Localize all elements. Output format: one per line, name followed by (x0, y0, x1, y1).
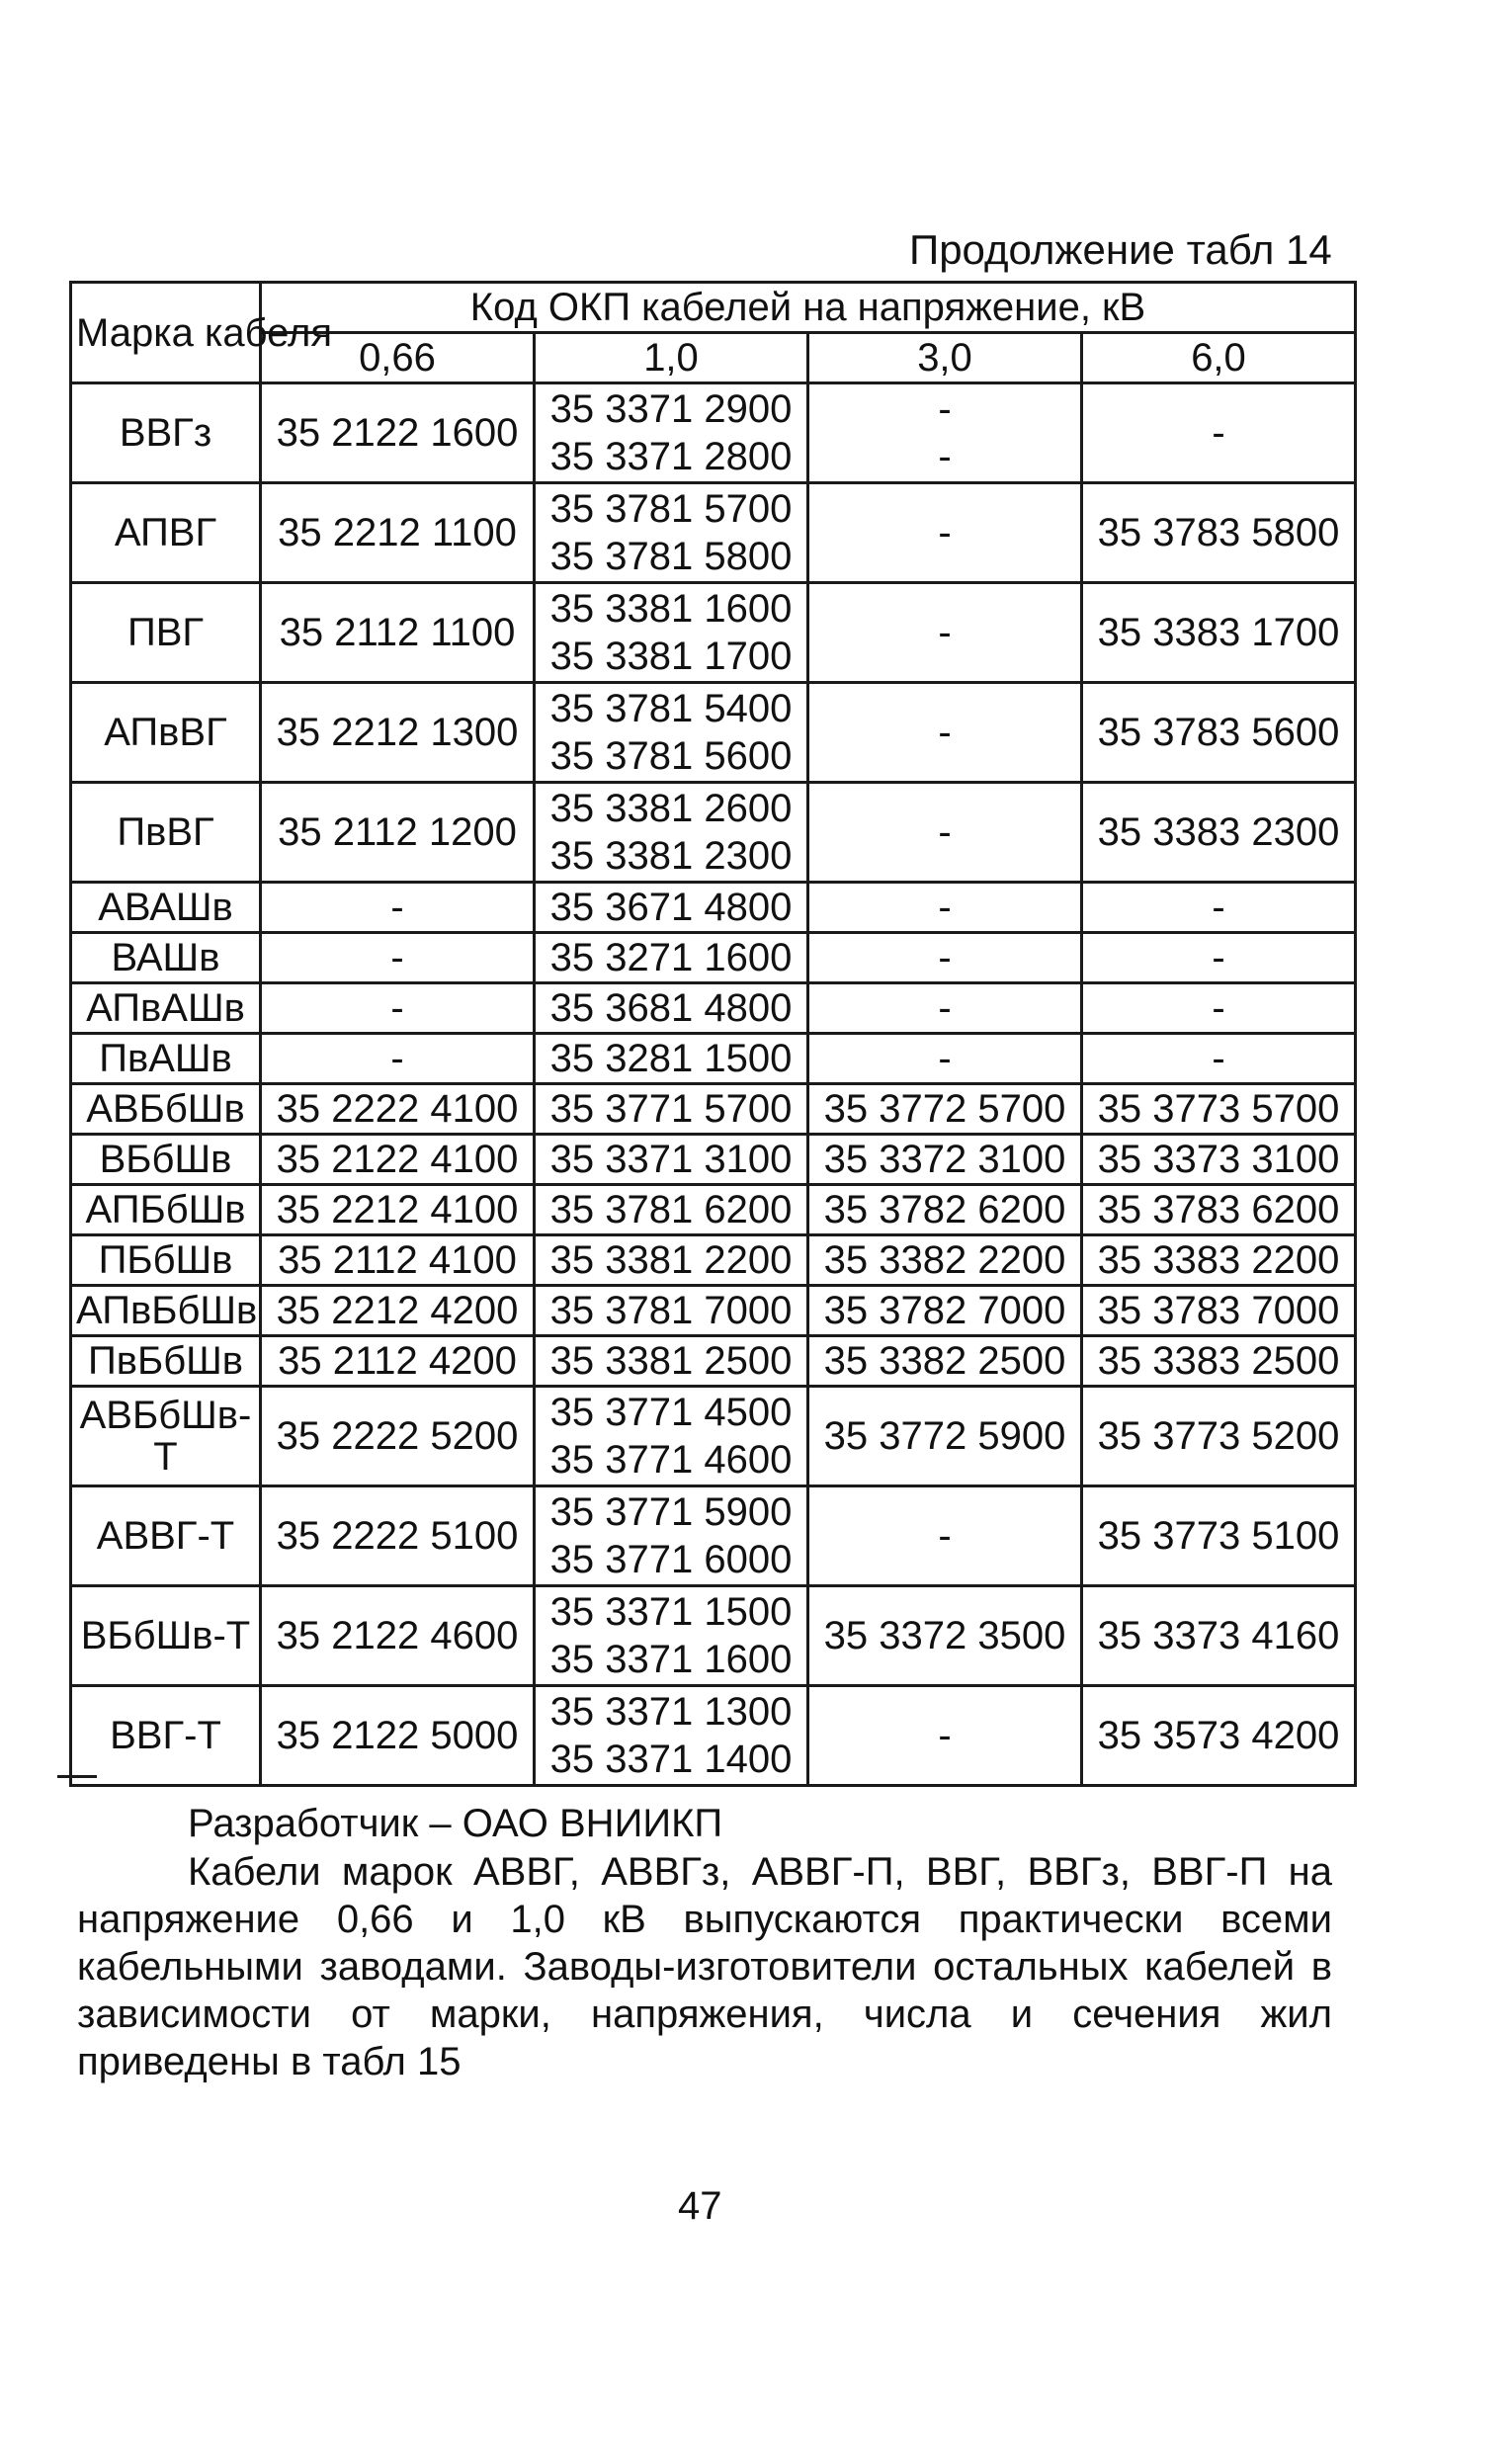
cable-mark-cell: АВБбШв-Т (71, 1387, 261, 1486)
code-cell-30 (808, 783, 1082, 883)
code-cell-10 (535, 483, 808, 583)
code-cell-60: - (1082, 383, 1356, 483)
code-cell-10 (535, 883, 808, 933)
code-line: - (938, 810, 952, 854)
table-caption: Продолжение табл 14 (909, 226, 1332, 273)
code-cell-10 (535, 1286, 808, 1336)
code-line: 35 3382 2200 (823, 1238, 1066, 1282)
table-row (71, 1286, 1356, 1336)
code-cell-60: 35 3383 2500 (1082, 1336, 1356, 1387)
table-body (71, 383, 1356, 1786)
code-cell-30 (808, 1336, 1082, 1387)
code-cell-066: 35 2112 1200 (261, 783, 535, 883)
code-cell-10 (535, 583, 808, 683)
code-line: - (938, 611, 952, 654)
body-paragraph: Кабели марок АВВГ, АВВГз, АВВГ-П, ВВГ, ВВГз, ВВГ-П на напряжение 0,66 и 1,0 кВ выпускаются практически всеми кабельными заводами. Заводы-изготовители остальных кабелей в зависимости от марки, напряжения, числа и сечения жил приведены в табл 15 (77, 1850, 1332, 2083)
code-cell-60: 35 3783 5600 (1082, 683, 1356, 783)
code-cell-60: - (1082, 1034, 1356, 1084)
code-line: 35 3271 1600 (549, 936, 793, 979)
code-line: 35 3371 1400 (549, 1738, 793, 1781)
table-row (71, 1686, 1356, 1786)
voltage-header: 1,0 (535, 333, 808, 383)
code-line: 35 3381 2200 (549, 1238, 793, 1282)
voltage-header: 6,0 (1082, 333, 1356, 383)
page-number: 47 (678, 2184, 722, 2228)
code-cell-10 (535, 683, 808, 783)
table-row (71, 933, 1356, 983)
okp-codes-table (69, 281, 1357, 1787)
code-line: 35 3782 7000 (823, 1289, 1066, 1332)
table-row (71, 483, 1356, 583)
cable-mark-cell: ВБбШв (71, 1135, 261, 1185)
cable-mark-cell: ПвБбШв (71, 1336, 261, 1387)
table-row (71, 1336, 1356, 1387)
code-cell-30 (808, 1486, 1082, 1586)
code-line: 35 3371 1500 (549, 1590, 793, 1634)
code-line: 35 3382 2500 (823, 1339, 1066, 1383)
code-cell-30 (808, 933, 1082, 983)
code-line: 35 3381 1700 (549, 635, 793, 678)
voltage-header: 0,66 (261, 333, 535, 383)
code-line: 35 3781 5800 (549, 535, 793, 578)
table-row (71, 1235, 1356, 1286)
code-cell-066: - (261, 983, 535, 1034)
code-cell-066: 35 2112 4200 (261, 1336, 535, 1387)
code-cell-30 (808, 1185, 1082, 1235)
code-cell-30 (808, 1586, 1082, 1686)
code-line: - (938, 986, 952, 1030)
code-cell-60: 35 3373 3100 (1082, 1135, 1356, 1185)
code-cell-066: 35 2222 5100 (261, 1486, 535, 1586)
code-cell-10 (535, 1486, 808, 1586)
table-row (71, 1486, 1356, 1586)
table-row (71, 683, 1356, 783)
code-line: 35 3781 5600 (549, 734, 793, 778)
code-line: 35 3281 1500 (549, 1037, 793, 1080)
code-line: - (938, 387, 952, 431)
table-header-row (71, 283, 1356, 333)
voltage-header: 3,0 (808, 333, 1082, 383)
code-cell-30 (808, 983, 1082, 1034)
table-row (71, 783, 1356, 883)
code-cell-60: 35 3373 4160 (1082, 1586, 1356, 1686)
code-line: 35 3781 5700 (549, 487, 793, 531)
code-cell-60: 35 3773 5700 (1082, 1084, 1356, 1135)
code-cell-066: 35 2212 1100 (261, 483, 535, 583)
cable-mark-cell: ПвВГ (71, 783, 261, 883)
code-cell-10 (535, 983, 808, 1034)
table-row (71, 1387, 1356, 1486)
cable-mark-cell: АВАШв (71, 883, 261, 933)
code-cell-10 (535, 1686, 808, 1786)
code-line: - (938, 936, 952, 979)
code-cell-30 (808, 383, 1082, 483)
code-line: - (938, 1514, 952, 1558)
code-cell-60: 35 3383 1700 (1082, 583, 1356, 683)
code-cell-066: 35 2212 4200 (261, 1286, 535, 1336)
code-line: 35 3381 2300 (549, 834, 793, 878)
code-cell-60: 35 3573 4200 (1082, 1686, 1356, 1786)
cable-mark-cell: ВВГ-Т (71, 1686, 261, 1786)
cable-mark-cell: АВВГ-Т (71, 1486, 261, 1586)
code-cell-30 (808, 1686, 1082, 1786)
code-cell-10 (535, 1586, 808, 1686)
code-line: 35 3371 2800 (549, 435, 793, 478)
table-row (71, 883, 1356, 933)
code-line: 35 3381 1600 (549, 587, 793, 631)
code-line: 35 3771 5700 (549, 1087, 793, 1131)
code-line: 35 3771 4600 (549, 1438, 793, 1482)
code-cell-60: 35 3383 2300 (1082, 783, 1356, 883)
cable-mark-cell: АВБбШв (71, 1084, 261, 1135)
code-cell-60: 35 3783 5800 (1082, 483, 1356, 583)
code-cell-10 (535, 1185, 808, 1235)
code-cell-30 (808, 1084, 1082, 1135)
cable-mark-cell: ВАШв (71, 933, 261, 983)
code-cell-60: - (1082, 983, 1356, 1034)
code-cell-066: - (261, 933, 535, 983)
code-line: - (938, 711, 952, 754)
code-cell-30 (808, 583, 1082, 683)
code-cell-066: 35 2122 5000 (261, 1686, 535, 1786)
code-line: 35 3381 2500 (549, 1339, 793, 1383)
code-cell-60: 35 3383 2200 (1082, 1235, 1356, 1286)
code-column-header: Код ОКП кабелей на напряжение, кВ (261, 283, 1356, 333)
cable-mark-cell: АПвБбШв (71, 1286, 261, 1336)
code-line: 35 3671 4800 (549, 886, 793, 929)
code-line: - (938, 886, 952, 929)
code-cell-066: - (261, 1034, 535, 1084)
code-cell-30 (808, 483, 1082, 583)
cable-mark-cell: АПБбШв (71, 1185, 261, 1235)
code-cell-066: 35 2122 4100 (261, 1135, 535, 1185)
cable-mark-cell: АПВГ (71, 483, 261, 583)
code-line: 35 3782 6200 (823, 1188, 1066, 1231)
code-cell-10 (535, 1387, 808, 1486)
cable-mark-cell: АПвВГ (71, 683, 261, 783)
cable-mark-cell: ВБбШв-Т (71, 1586, 261, 1686)
code-line: 35 3371 2900 (549, 387, 793, 431)
code-line: - (938, 1037, 952, 1080)
code-line: 35 3381 2600 (549, 787, 793, 830)
code-cell-10 (535, 383, 808, 483)
code-line: 35 3781 7000 (549, 1289, 793, 1332)
code-line: 35 3372 3100 (823, 1138, 1066, 1181)
code-cell-10 (535, 1336, 808, 1387)
code-cell-30 (808, 1286, 1082, 1336)
cable-mark-cell: ПБбШв (71, 1235, 261, 1286)
table-row (71, 1185, 1356, 1235)
code-line: - (938, 1714, 952, 1757)
code-cell-066: 35 2212 1300 (261, 683, 535, 783)
code-cell-10 (535, 1135, 808, 1185)
code-line: 35 3371 3100 (549, 1138, 793, 1181)
code-cell-30 (808, 1235, 1082, 1286)
code-line: 35 3372 3500 (823, 1614, 1066, 1657)
code-cell-60: - (1082, 883, 1356, 933)
code-cell-10 (535, 1084, 808, 1135)
code-line: 35 3771 5900 (549, 1490, 793, 1534)
table-bottom-rule (57, 1775, 97, 1778)
table-row (71, 1084, 1356, 1135)
code-cell-066: 35 2222 5200 (261, 1387, 535, 1486)
code-cell-30 (808, 683, 1082, 783)
code-line: 35 3771 4500 (549, 1391, 793, 1434)
code-cell-60: - (1082, 933, 1356, 983)
code-line: - (938, 435, 952, 478)
table-row (71, 583, 1356, 683)
code-cell-066: 35 2112 4100 (261, 1235, 535, 1286)
code-line: 35 3371 1600 (549, 1638, 793, 1681)
code-cell-10 (535, 1034, 808, 1084)
code-cell-10 (535, 1235, 808, 1286)
code-cell-066: 35 2112 1100 (261, 583, 535, 683)
code-line: 35 3772 5900 (823, 1414, 1066, 1458)
code-cell-30 (808, 1135, 1082, 1185)
code-line: 35 3781 6200 (549, 1188, 793, 1231)
code-line: - (938, 511, 952, 554)
table-row (71, 383, 1356, 483)
code-line: 35 3781 5400 (549, 687, 793, 730)
code-cell-30 (808, 1034, 1082, 1084)
code-cell-60: 35 3773 5100 (1082, 1486, 1356, 1586)
cable-mark-cell: ВВГз (71, 383, 261, 483)
table-row (71, 1135, 1356, 1185)
code-cell-30 (808, 883, 1082, 933)
cable-mark-cell: ПВГ (71, 583, 261, 683)
code-cell-066: 35 2222 4100 (261, 1084, 535, 1135)
code-cell-066: 35 2212 4100 (261, 1185, 535, 1235)
mark-column-header: Марка кабеля (71, 283, 261, 383)
developer-line: Разработчик – ОАО ВНИИКП (188, 1802, 723, 1845)
table-row (71, 1034, 1356, 1084)
table-row (71, 983, 1356, 1034)
code-cell-066: 35 2122 1600 (261, 383, 535, 483)
cable-mark-cell: ПвАШв (71, 1034, 261, 1084)
code-cell-60: 35 3783 6200 (1082, 1185, 1356, 1235)
code-line: 35 3771 6000 (549, 1538, 793, 1581)
cable-mark-cell: АПвАШв (71, 983, 261, 1034)
code-cell-066: 35 2122 4600 (261, 1586, 535, 1686)
code-cell-30 (808, 1387, 1082, 1486)
code-line: 35 3681 4800 (549, 986, 793, 1030)
code-cell-60: 35 3783 7000 (1082, 1286, 1356, 1336)
code-line: 35 3371 1300 (549, 1690, 793, 1734)
table-row (71, 1586, 1356, 1686)
code-cell-10 (535, 933, 808, 983)
code-cell-60: 35 3773 5200 (1082, 1387, 1356, 1486)
code-cell-10 (535, 783, 808, 883)
code-line: 35 3772 5700 (823, 1087, 1066, 1131)
code-cell-066: - (261, 883, 535, 933)
